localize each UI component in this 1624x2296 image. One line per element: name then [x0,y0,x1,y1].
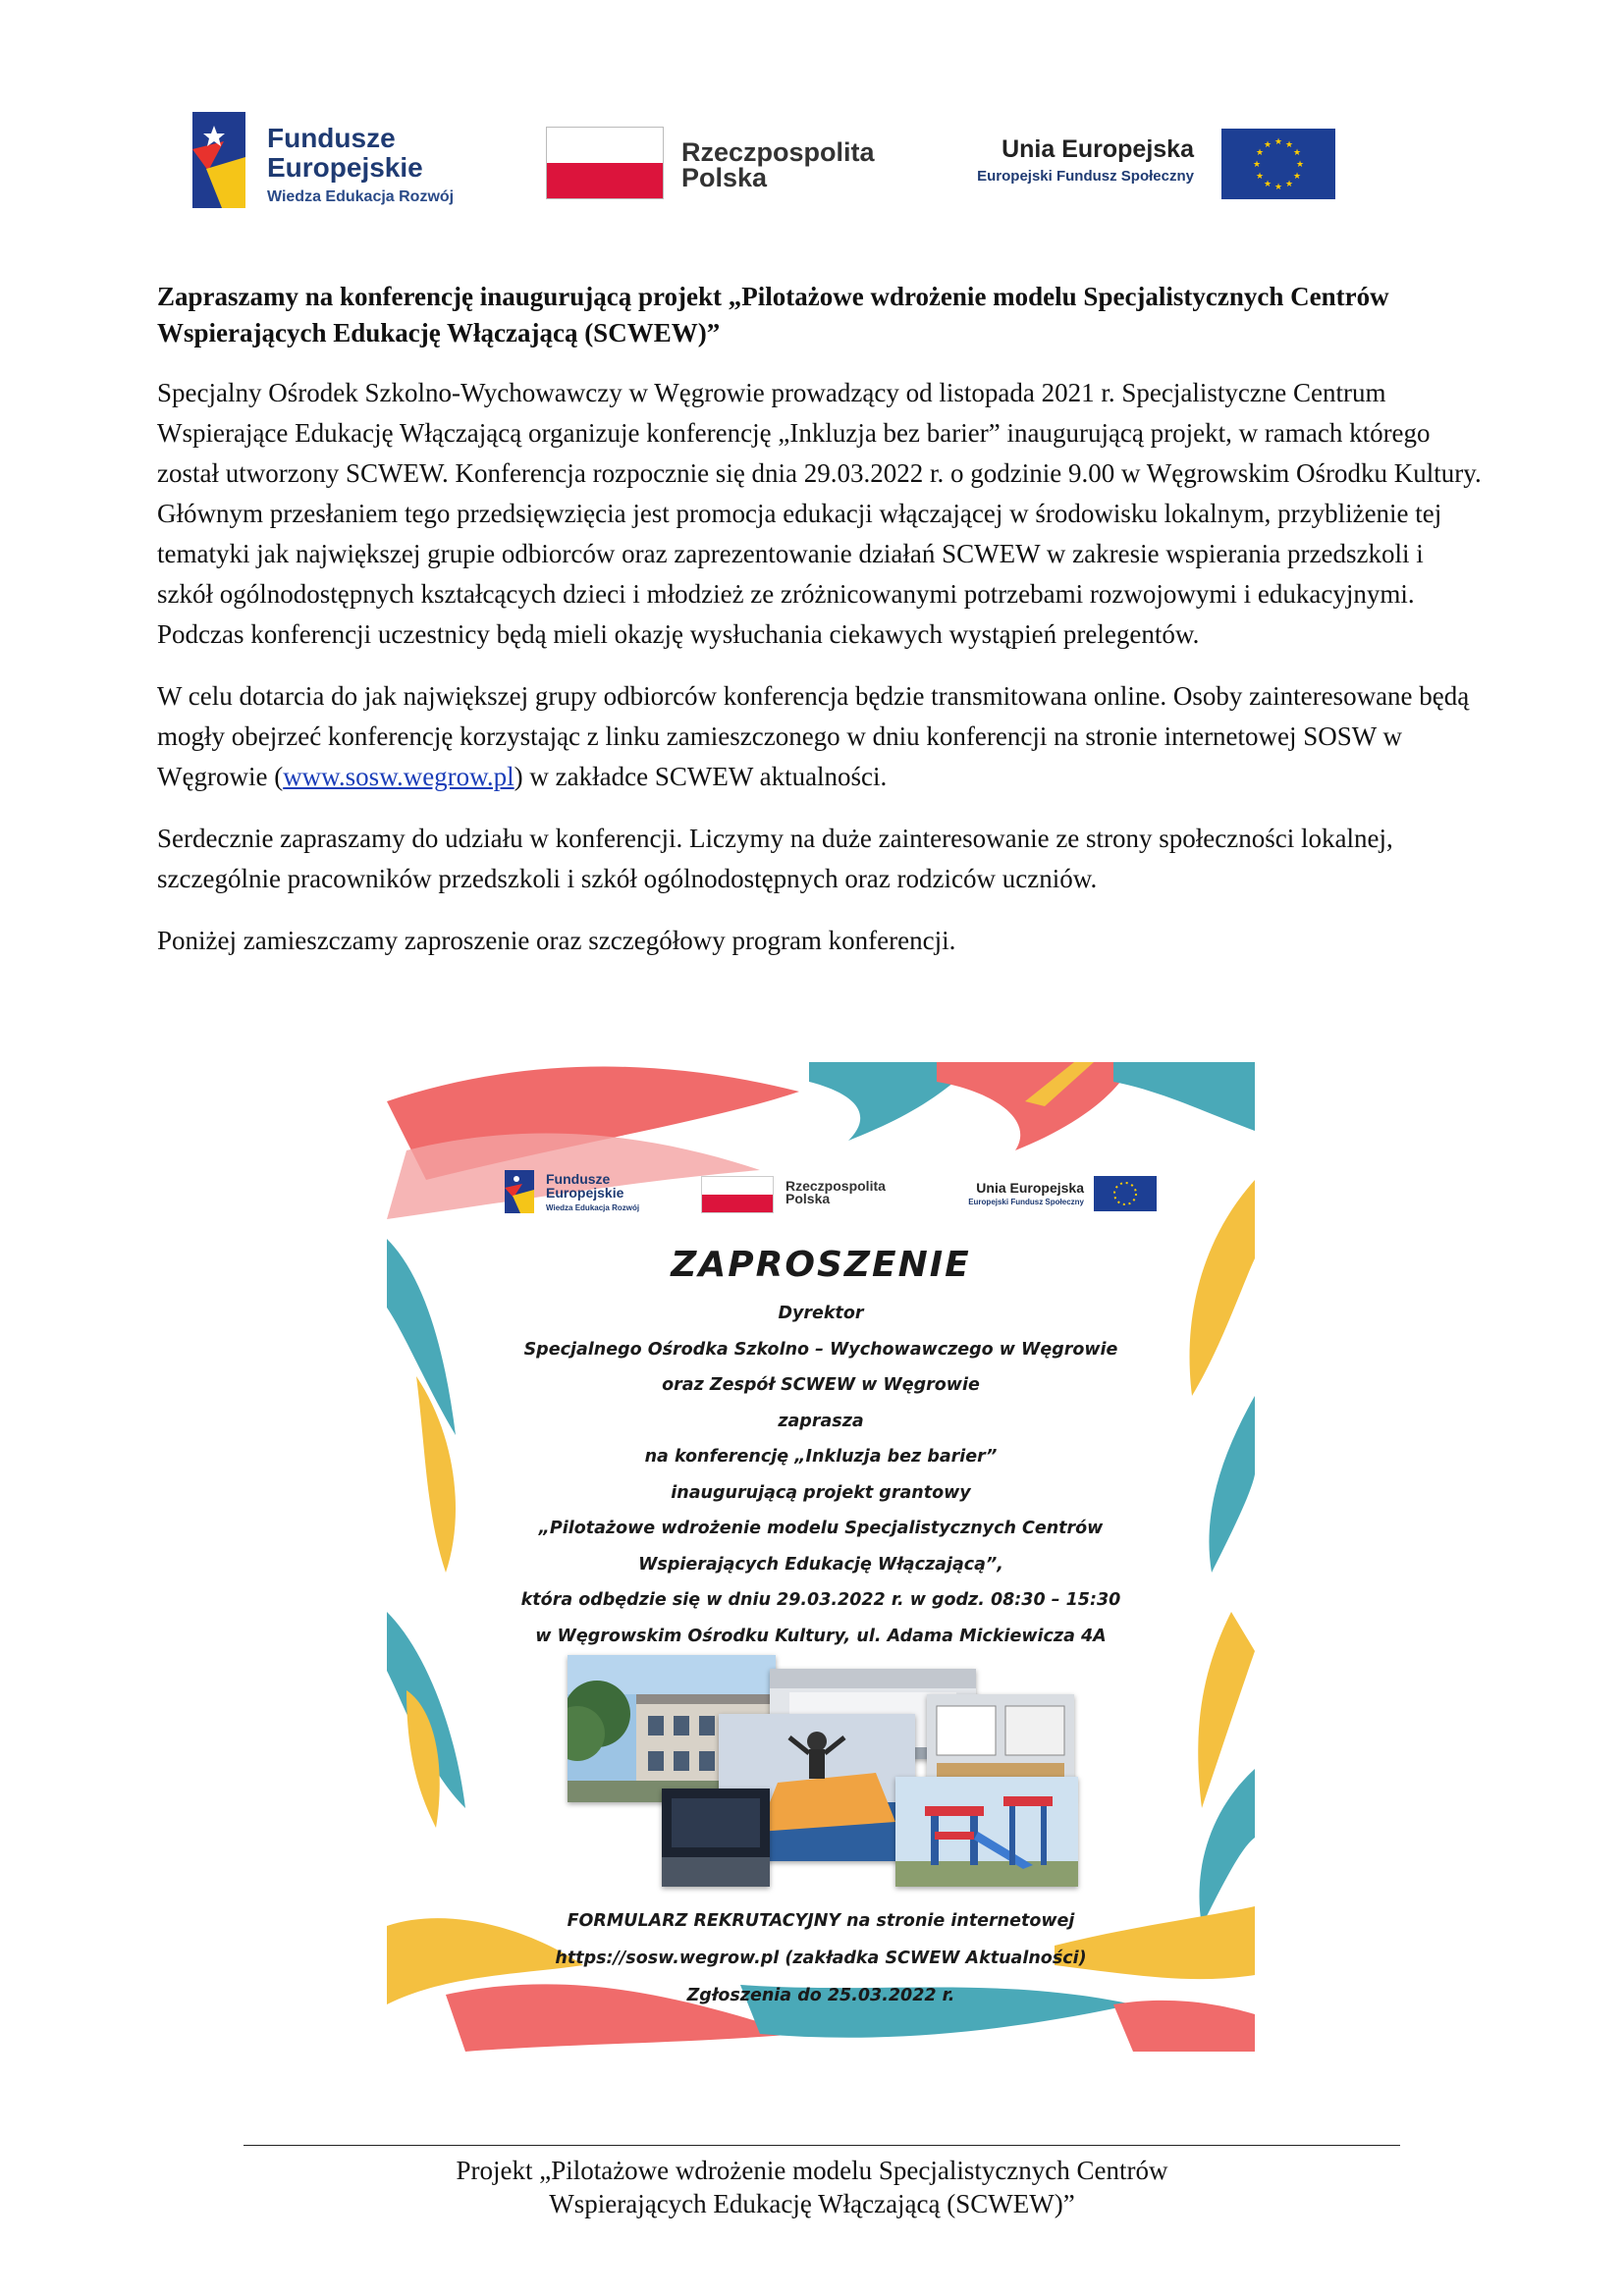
poster-line: która odbędzie się w dniu 29.03.2022 r. w godz. 08:30 – 15:30 [520,1590,1121,1610]
poster-fe-label [546,1172,639,1215]
svg-text:★: ★ [1263,140,1272,150]
poster-title: ZAPROSZENIE [671,1245,971,1285]
fe-subtitle: Wiedza Edukacja Rozwój [267,188,455,205]
paragraph-1: Specjalny Ośrodek Szkolno-Wychowawczy w Węgrowie prowadzący od listopada 2021 r. Specjalistyczne Centrum Wspierające Edukację Włączającą organizuje konferencję „Inkluzja bez barier” inaugurującą projekt, w ramach którego został utworzony SCWEW. Konferencja rozpocznie się dnia 29.03.2022 r. o godzinie 9.00 w Węgrowskim Ośrodku Kultury. Głównym przesłaniem tego przedsięwzięcia jest promocja edukacji włączającej w środowisku lokalnym, przybliżenie tej tematyki jak największej grupie odbiorców oraz zaprezentowanie działań SCWEW w zakresie wspierania przedszkoli i szkół ogólnodostępnych kształcących dzieci i młodzież ze zróżnicowanymi potrzebami rozwojowymi i edukacyjnymi. Podczas konferencji uczestnicy będą mieli okazję wysłuchania ciekawych wystąpień prelegentów. [157,378,1482,649]
paragraph-2 [157,676,1483,797]
poster-text [387,1296,1255,1654]
svg-text:★: ★ [1255,148,1265,158]
svg-text:★: ★ [1273,137,1283,147]
poster-fe-line2: Europejskie [546,1185,624,1201]
registration-form-line: FORMULARZ REKRUTACYJNY na stronie internetowej [567,1911,1075,1931]
poster-pl-line1: Rzeczpospolita [785,1178,886,1194]
poster-fe-logo-icon [505,1170,534,1213]
svg-text:★: ★ [1284,140,1294,150]
ue-name: Unia Europejska [1001,135,1194,163]
poster-ue-name: Unia Europejska [976,1180,1084,1196]
eu-flag-icon [1221,129,1335,199]
poster-footer [387,1902,1255,2014]
poster-pl-line2: Polska [785,1191,831,1206]
rzeczpospolita-label [681,139,875,190]
registration-deadline-line: Zgłoszenia do 25.03.2022 r. [686,1986,955,2005]
svg-text:★: ★ [1292,172,1302,182]
poster-line: w Węgrowskim Ośrodku Kultury, ul. Adama Mickiewicza 4A [535,1626,1107,1646]
playground-photo [895,1777,1078,1887]
poster-line: Specjalnego Ośrodka Szkolno – Wychowawczego w Węgrowie [523,1339,1118,1360]
page-footer [0,2154,1624,2220]
fundusze-europejskie-label [267,124,454,206]
fe-name-line2: Europejskie [267,152,423,183]
footer-line1: Projekt „Pilotażowe wdrożenie modelu Specjalistycznych Centrów [456,2156,1168,2185]
poster-polish-flag-icon [701,1176,774,1213]
pl-line2: Polska [681,163,768,192]
poster-line: Wspierających Edukację Włączającą”, [638,1554,1003,1575]
poster-line: Dyrektor [778,1304,864,1323]
ue-subtitle: Europejski Fundusz Społeczny [977,168,1194,185]
invitation-poster [387,1062,1255,2052]
poster-pl-label [785,1180,886,1205]
svg-text:★: ★ [1295,160,1305,170]
article-title: Zapraszamy na konferencję inaugurującą projekt „Pilotażowe wdrożenie modelu Specjalistycznych Centrów Wspierających Edukację Włączającą (SCWEW)” [157,282,1389,347]
registration-url-line: https://sosw.wegrow.pl (zakładka SCWEW Aktualności) [555,1949,1087,1968]
footer-line2: Wspierających Edukację Włączającą (SCWEW)” [549,2189,1075,2218]
fundusze-europejskie-logo-icon [192,112,245,208]
poster-line: zaprasza [778,1411,864,1431]
paragraph-2-tail: ) w zakładce SCWEW aktualności. [514,762,888,791]
unia-europejska-label [977,135,1194,185]
poster-logos [505,1170,1153,1219]
paragraph-3: Serdecznie zapraszamy do udziału w konferencji. Liczymy na duże zainteresowanie ze strony społeczności lokalnej, szczególnie pracowników przedszkoli i szkół ogólnodostępnych oraz rodziców uczniów. [157,824,1393,893]
footer-divider [244,2145,1400,2146]
header-logos [0,0,1624,255]
paragraph-4: Poniżej zamieszczamy zaproszenie oraz szczegółowy program konferencji. [157,926,956,955]
svg-text:★: ★ [1263,180,1272,189]
svg-text:★: ★ [1273,183,1283,192]
poster-ue-subtitle: Europejski Fundusz Społeczny [968,1198,1084,1206]
paragraph-2-text: W celu dotarcia do jak największej grupy odbiorców konferencja będzie transmitowana online. Osoby zainteresowane będą mogły obejrzeć konferencję korzystając z linku zamieszczonego w dniu konferencji na stronie internetowej SOSW w Węgrowie ( [157,681,1470,791]
poster-line: oraz Zespół SCWEW w Węgrowie [662,1375,980,1395]
svg-text:★: ★ [1255,172,1265,182]
polish-flag-icon [546,127,664,199]
svg-text:★: ★ [1252,160,1262,170]
poster-ue-label [937,1180,1084,1206]
poster-line: „Pilotażowe wdrożenie modelu Specjalistycznych Centrów [538,1519,1104,1538]
poster-fe-subtitle: Wiedza Edukacja Rozwój [546,1203,640,1212]
article [157,279,1483,983]
poster-photo-collage [568,1655,1078,1887]
corridor-photo [662,1789,770,1887]
poster-eu-flag-icon [1094,1176,1157,1211]
poster-fe-line1: Fundusze [546,1171,611,1187]
poster-line: na konferencję „Inkluzja bez barier” [644,1447,998,1467]
pl-line1: Rzeczpospolita [681,137,875,167]
fe-name-line1: Fundusze [267,123,396,153]
poster-line: inaugurującą projekt grantowy [671,1482,971,1503]
svg-text:★: ★ [1292,148,1302,158]
sosw-website-link[interactable]: www.sosw.wegrow.pl [283,762,514,791]
svg-text:★: ★ [1284,180,1294,189]
